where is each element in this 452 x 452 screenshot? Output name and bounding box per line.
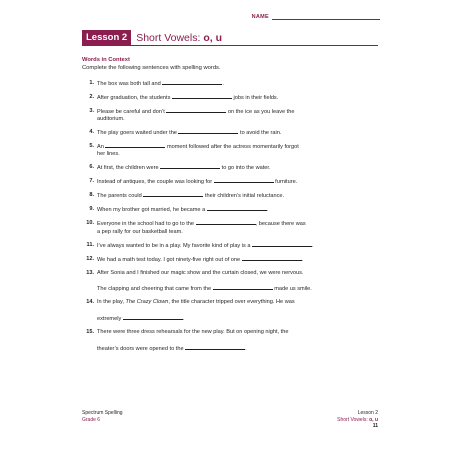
lesson-title [131,30,222,45]
answer-blank[interactable] [207,206,267,211]
answer-blank[interactable] [160,164,220,169]
lesson-header [82,30,378,46]
instructions: Complete the following sentences with spelling words. [82,64,221,71]
item-number: 4. [89,129,94,136]
answer-blank[interactable] [178,129,238,134]
play-title: The Crazy Clown [125,299,169,306]
exercise-item-15: 15. There were three dress rehearsals for the new play. But on opening night, the theater’s doors were opened to the . [82,329,382,353]
item-number: 10. [86,220,94,227]
footer-right [337,410,378,430]
answer-blank[interactable] [196,220,256,225]
footer-subtitle: Short Vowels: o, u [337,416,378,423]
name-field [252,14,380,20]
item-number: 14. [86,299,94,306]
exercise-list [82,80,382,359]
name-label: NAME [251,14,269,20]
grade-label: Grade 6 [82,416,101,423]
book-title: Spectrum Spelling [82,410,123,416]
lesson-title-text: Short Vowels: [136,31,201,44]
item-number: 11. [86,241,94,248]
answer-blank[interactable] [162,80,222,85]
exercise-item-3: 3. Please be careful and don’t on the ice as you leave the auditorium. [82,108,382,123]
answer-blank[interactable] [213,285,273,290]
answer-blank[interactable] [185,345,245,350]
lesson-tag: Lesson 2 [82,30,131,45]
exercise-item-8: 8. The parents could their children’s initial reluctance. [82,192,382,200]
item-number: 5. [89,143,94,150]
answer-blank[interactable] [143,192,203,197]
answer-blank[interactable] [242,256,302,261]
item-number: 13. [86,269,94,276]
item-number: 6. [89,164,94,171]
exercise-item-12: 12. We had a math test today. I got ninety-five right out of one . [82,256,382,264]
exercise-item-5: 5. An moment followed after the actress momentarily forgot her lines. [82,143,382,158]
footer-lesson: Lesson 2 [357,410,378,416]
answer-blank[interactable] [166,108,226,113]
footer-left [82,410,123,423]
answer-blank[interactable] [172,94,232,99]
answer-blank[interactable] [214,178,274,183]
item-number: 12. [86,255,94,262]
page-number: 11 [372,423,378,429]
exercise-item-10: 10. Everyone in the school had to go to the , because there was a pep rally for our basketball team. [82,220,382,235]
item-number: 7. [89,178,94,185]
item-number: 9. [89,206,94,213]
item-number: 3. [89,108,94,114]
lesson-title-vowels: o, u [203,31,223,44]
exercise-item-14: 14. In the play, The Crazy Clown, the title character tripped over everything. He was extremely . [82,299,382,323]
name-line[interactable] [272,14,380,20]
exercise-item-4: 4. The play goers waited under the to avoid the rain. [82,129,382,137]
item-number: 2. [89,94,94,100]
exercise-item-11: 11. I’ve always wanted to be in a play. My favorite kind of play is a . [82,242,382,250]
exercise-item-9: 9. When my brother got married, he became a . [82,206,382,214]
section-heading: Words in Context [82,57,130,63]
item-number: 15. [86,329,94,336]
exercise-item-7: 7. Instead of antiques, the couple was looking for furniture. [82,178,382,186]
exercise-item-1: 1. The box was both tall and . [82,80,382,88]
answer-blank[interactable] [252,242,312,247]
item-number: 8. [89,192,94,199]
item-number: 1. [89,80,94,86]
answer-blank[interactable] [105,143,165,148]
answer-blank[interactable] [123,315,183,320]
exercise-item-13: 13. After Sonia and I finished our magic show and the curtain closed, we were nervous. The clapping and cheering that came from the made us smile. [82,270,382,294]
exercise-item-6: 6. At first, the children were to go into the water. [82,164,382,172]
exercise-item-2: 2. After graduation, the students jobs in their fields. [82,94,382,102]
